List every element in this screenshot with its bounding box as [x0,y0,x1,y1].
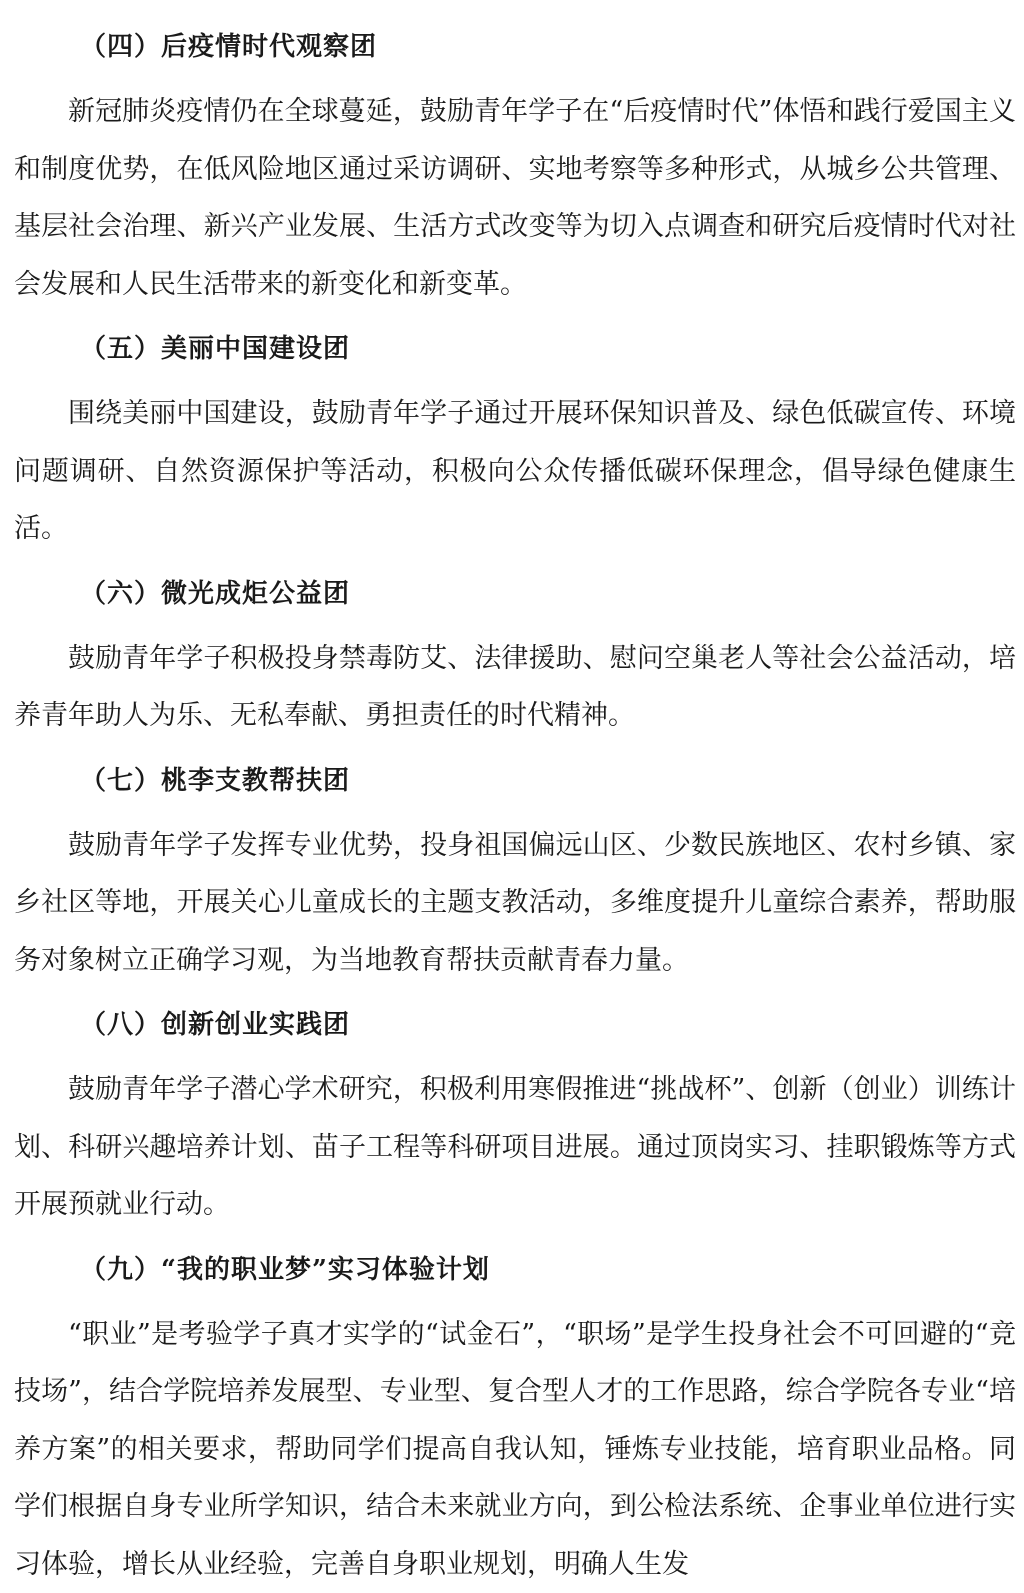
section-paragraph: “职业”是考验学子真才实学的“试金石”，“职场”是学生投身社会不可回避的“竞技场”，结合学院培养发展型、专业型、复合型人才的工作思路，综合学院各专业“培养方案”的相关要求，帮助同学们提高自我认知，锤炼专业技能，培育职业品格。同学们根据自身专业所学知识，结合未来就业方向，到公检法系统、企事业单位进行实习体验，增长从业经验，完善自身职业规划，明确人生发 [14,1306,1016,1593]
section-paragraph: 鼓励青年学子积极投身禁毒防艾、法律援助、慰问空巢老人等社会公益活动，培养青年助人为乐、无私奉献、勇担责任的时代精神。 [14,630,1016,745]
section-paragraph: 新冠肺炎疫情仍在全球蔓延，鼓励青年学子在“后疫情时代”体悟和践行爱国主义和制度优势，在低风险地区通过采访调研、实地考察等多种形式，从城乡公共管理、基层社会治理、新兴产业发展、生活方式改变等为切入点调查和研究后疫情时代对社会发展和人民生活带来的新变化和新变革。 [14,83,1016,313]
section-heading: （五）美丽中国建设团 [14,329,1016,369]
section-six [14,574,1016,745]
section-heading: （四）后疫情时代观察团 [14,27,1016,67]
section-heading: （六）微光成炬公益团 [14,574,1016,614]
section-heading: （七）桃李支教帮扶团 [14,761,1016,801]
section-eight [14,1005,1016,1234]
section-nine [14,1250,1016,1593]
section-five [14,329,1016,558]
section-heading: （九）“我的职业梦”实习体验计划 [14,1250,1016,1290]
section-four [14,27,1016,313]
section-paragraph: 围绕美丽中国建设，鼓励青年学子通过开展环保知识普及、绿色低碳宣传、环境问题调研、自然资源保护等活动，积极向公众传播低碳环保理念，倡导绿色健康生活。 [14,385,1016,558]
section-seven [14,761,1016,990]
section-heading: （八）创新创业实践团 [14,1005,1016,1045]
section-paragraph: 鼓励青年学子潜心学术研究，积极利用寒假推进“挑战杯”、创新（创业）训练计划、科研兴趣培养计划、苗子工程等科研项目进展。通过顶岗实习、挂职锻炼等方式开展预就业行动。 [14,1061,1016,1234]
section-paragraph: 鼓励青年学子发挥专业优势，投身祖国偏远山区、少数民族地区、农村乡镇、家乡社区等地，开展关心儿童成长的主题支教活动，多维度提升儿童综合素养，帮助服务对象树立正确学习观，为当地教育帮扶贡献青春力量。 [14,817,1016,990]
